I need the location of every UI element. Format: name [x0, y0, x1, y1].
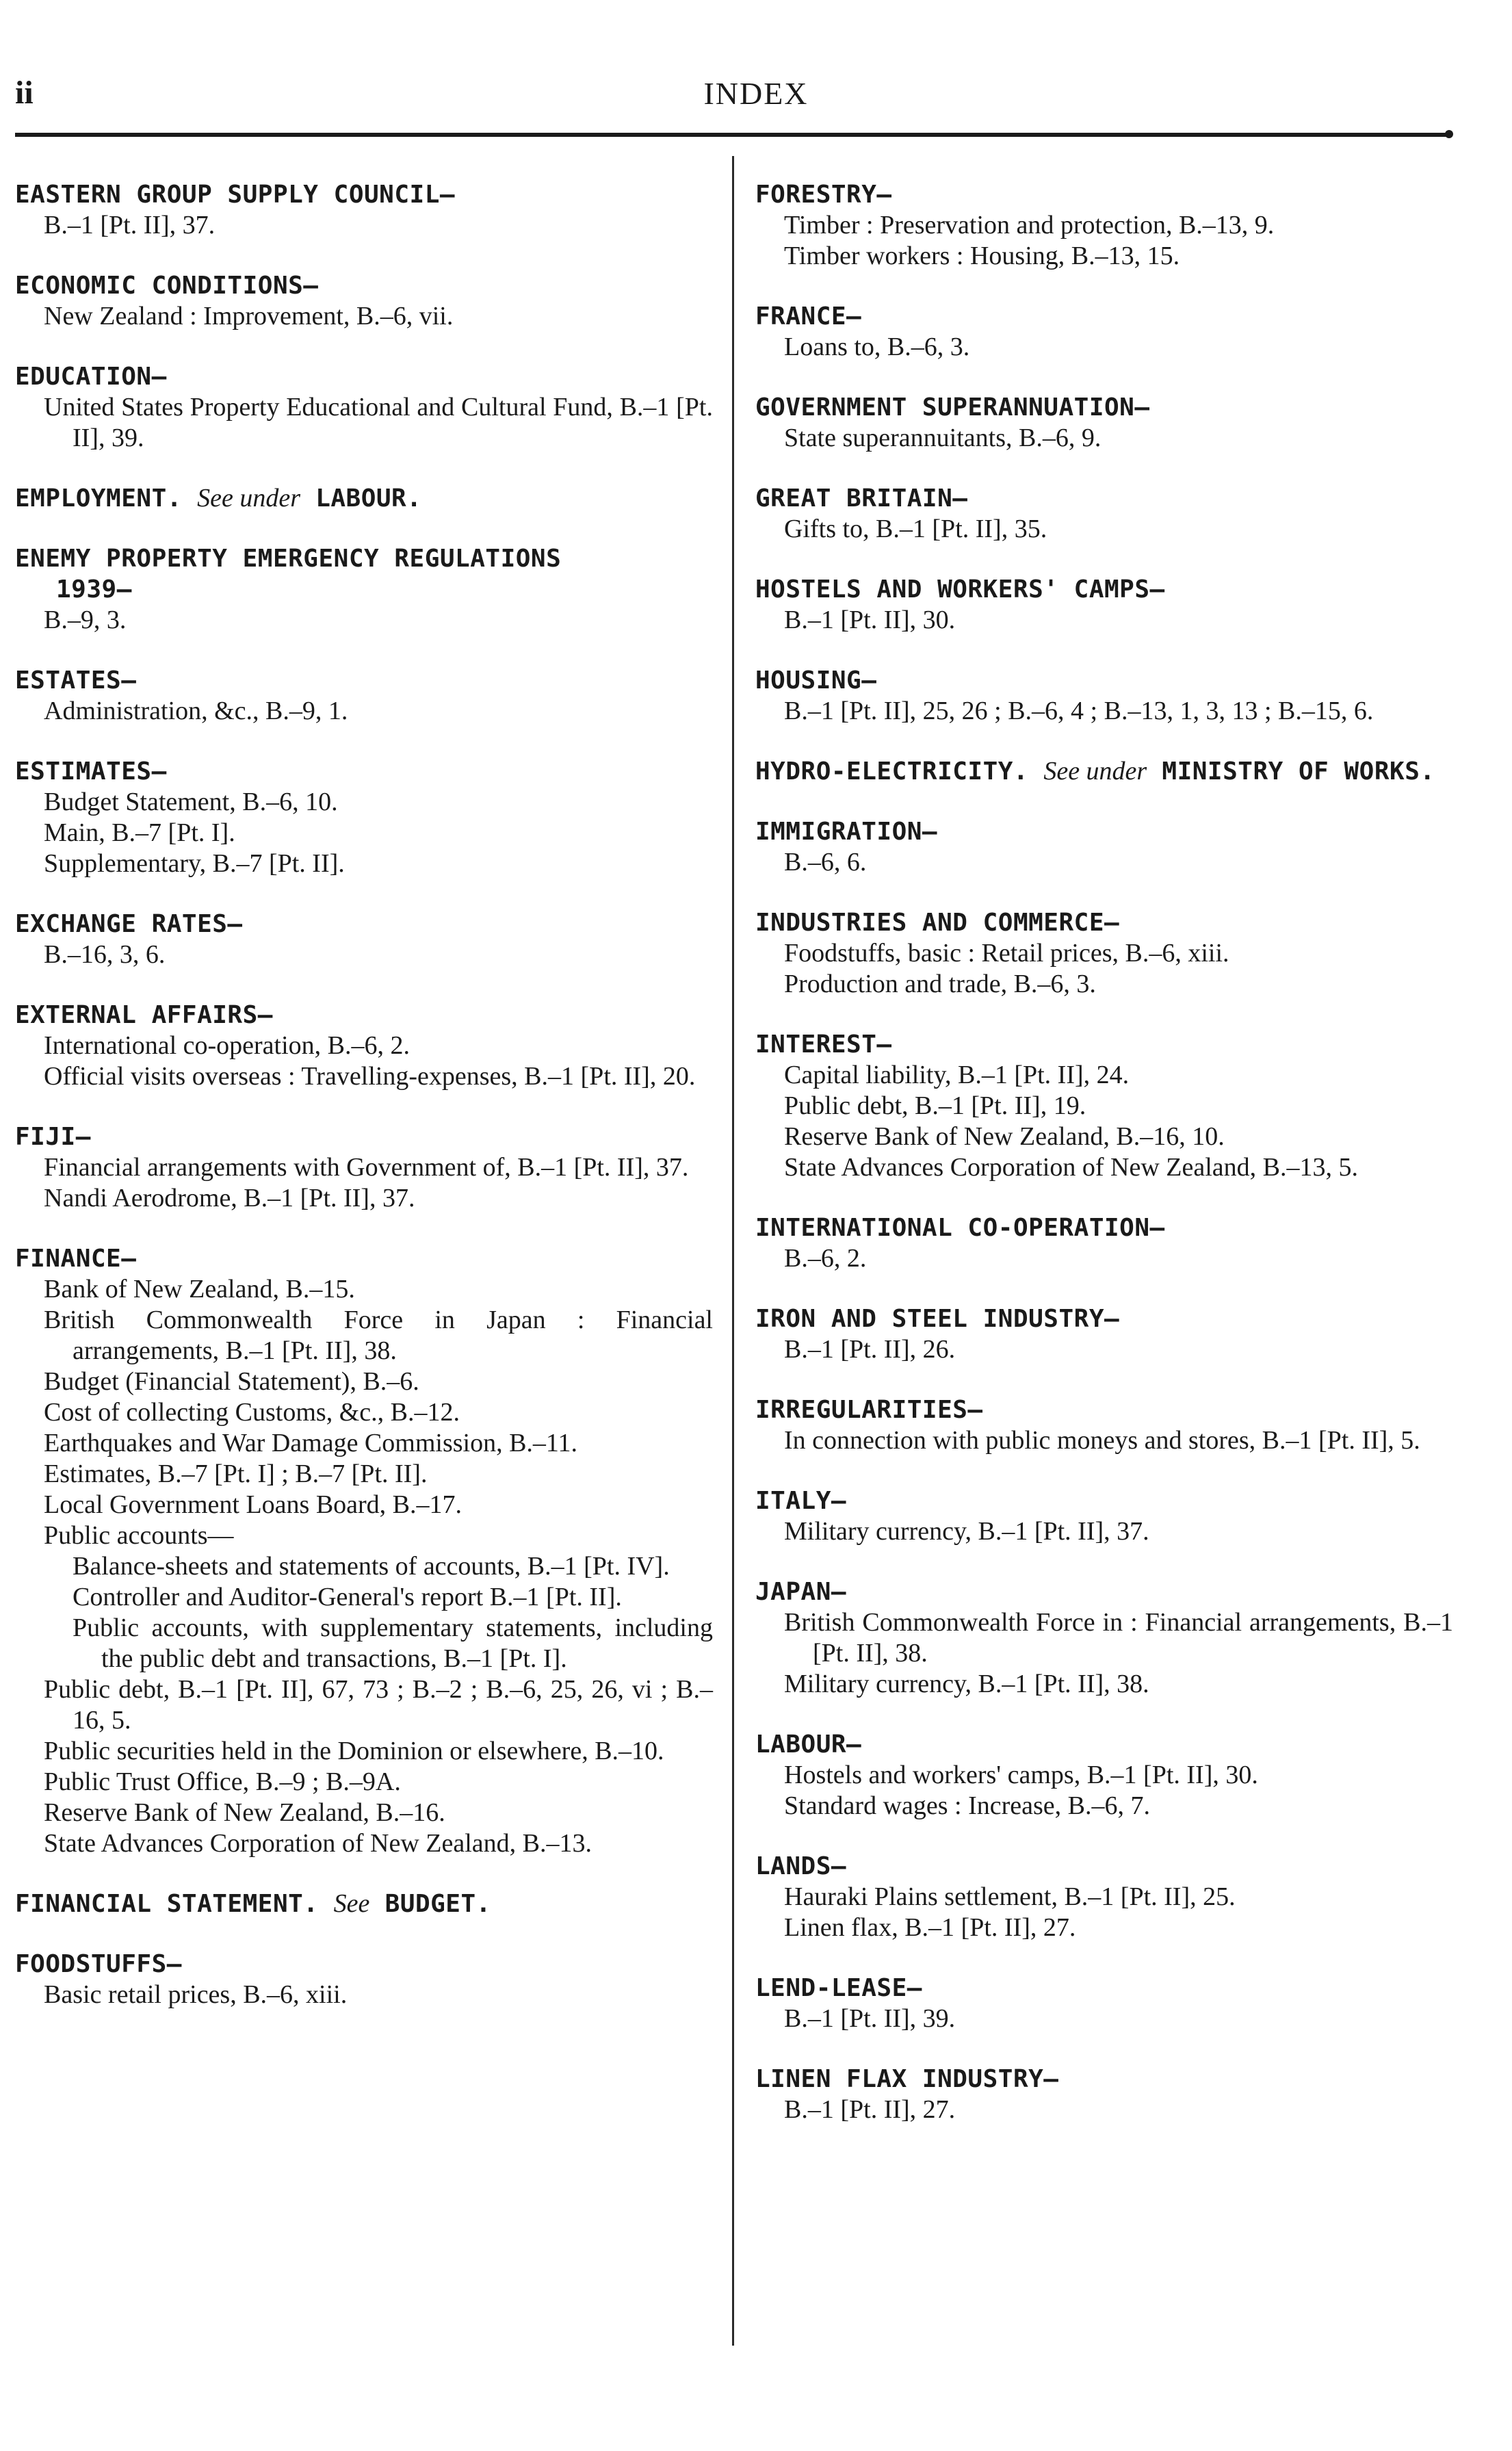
index-entry	[755, 756, 1453, 787]
index-entry	[15, 270, 713, 332]
index-entry	[15, 1121, 713, 1214]
index-entry	[755, 301, 1453, 363]
entry-heading-text: EXCHANGE RATES—	[15, 910, 243, 938]
entry-heading-text: INDUSTRIES AND COMMERCE—	[755, 909, 1120, 937]
see-reference-target: MINISTRY OF WORKS.	[1162, 757, 1435, 786]
entry-heading	[755, 1577, 1453, 1607]
subentry: Earthquakes and War Damage Commission, B.–11.	[44, 1429, 578, 1457]
entry-heading-text: INTEREST—	[755, 1030, 892, 1059]
index-entry	[755, 816, 1453, 878]
subentry: B.–1 [Pt. II], 25, 26 ; B.–6, 4 ; B.–13, 1, 3, 13 ; B.–15, 6.	[784, 697, 1374, 725]
entry-heading-text: IRON AND STEEL INDUSTRY—	[755, 1305, 1120, 1333]
entry-heading	[755, 1304, 1453, 1334]
header-rule-end	[1445, 130, 1453, 138]
entry-heading-text: IRREGULARITIES—	[755, 1396, 983, 1424]
index-entry	[15, 361, 713, 454]
entry-heading	[755, 907, 1453, 938]
entry-heading	[15, 665, 713, 696]
entry-heading-text: GREAT BRITAIN—	[755, 484, 968, 513]
index-entry	[15, 756, 713, 879]
entry-heading-text: EASTERN GROUP SUPPLY COUNCIL—	[15, 181, 456, 209]
index-entry	[755, 665, 1453, 727]
see-reference-target: BUDGET.	[384, 1890, 491, 1918]
entry-heading-text: LABOUR—	[755, 1730, 862, 1759]
entry-heading-text: HOSTELS AND WORKERS' CAMPS—	[755, 575, 1165, 604]
column-divider	[732, 156, 734, 2346]
entry-heading	[15, 361, 713, 392]
subentry: Official visits overseas : Travelling-expenses, B.–1 [Pt. II], 20.	[44, 1062, 696, 1091]
entry-heading-text: FIJI—	[15, 1123, 91, 1151]
index-column-right	[755, 179, 1453, 2155]
index-entry	[15, 1949, 713, 2010]
subentry: Public securities held in the Dominion or elsewhere, B.–10.	[44, 1737, 664, 1765]
index-entry	[755, 1973, 1453, 2034]
entry-heading-text: FOODSTUFFS—	[15, 1950, 182, 1978]
index-entry	[15, 179, 713, 241]
subentry: Timber : Preservation and protection, B.–13, 9.	[784, 211, 1275, 239]
index-entry	[15, 909, 713, 970]
subentry: Timber workers : Housing, B.–13, 15.	[784, 242, 1180, 270]
subentry: Public debt, B.–1 [Pt. II], 19.	[784, 1091, 1086, 1120]
entry-heading-text: LEND-LEASE—	[755, 1974, 922, 2002]
index-entry	[15, 483, 713, 514]
entry-heading	[755, 1729, 1453, 1760]
subentry: Military currency, B.–1 [Pt. II], 38.	[784, 1670, 1149, 1698]
entry-heading-text: FORESTRY—	[755, 181, 892, 209]
entry-heading-text: LINEN FLAX INDUSTRY—	[755, 2065, 1059, 2093]
nested-subentry: Controller and Auditor-General's report B.–1 [Pt. II].	[73, 1583, 622, 1611]
entry-heading-text: JAPAN—	[755, 1578, 847, 1606]
entry-heading-text: ITALY—	[755, 1487, 847, 1515]
subentry: Public accounts—	[44, 1521, 234, 1550]
index-entry	[755, 907, 1453, 1000]
subentry: B.–1 [Pt. II], 26.	[784, 1335, 956, 1364]
entry-heading-text: FRANCE—	[755, 302, 862, 330]
index-column-left	[15, 179, 713, 2040]
subentry: B.–1 [Pt. II], 39.	[784, 2004, 956, 2033]
entry-heading-text: GOVERNMENT SUPERANNUATION—	[755, 393, 1150, 422]
entry-heading	[15, 1889, 713, 1919]
entry-heading	[15, 1121, 713, 1152]
entry-heading	[755, 179, 1453, 210]
entry-heading-text: LANDS—	[755, 1852, 847, 1880]
entry-heading	[755, 1212, 1453, 1243]
entry-heading	[15, 1243, 713, 1274]
subentry: British Commonwealth Force in Japan : Financial arrangements, B.–1 [Pt. II], 38.	[44, 1306, 713, 1365]
subentry: Reserve Bank of New Zealand, B.–16, 10.	[784, 1122, 1225, 1151]
entry-heading-text: HYDRO-ELECTRICITY.	[755, 757, 1029, 786]
entry-heading-text: EXTERNAL AFFAIRS—	[15, 1001, 273, 1029]
subentry: Public debt, B.–1 [Pt. II], 67, 73 ; B.–2 ; B.–6, 25, 26, vi ; B.–16, 5.	[44, 1675, 713, 1735]
subentry: Loans to, B.–6, 3.	[784, 333, 970, 361]
index-entry	[755, 392, 1453, 454]
see-reference-target: LABOUR.	[315, 484, 422, 513]
entry-heading-text: EMPLOYMENT.	[15, 484, 182, 513]
page-number: ii	[15, 75, 34, 111]
index-entry	[755, 1029, 1453, 1183]
subentry: Main, B.–7 [Pt. I].	[44, 818, 235, 847]
index-entry	[755, 2064, 1453, 2125]
entry-heading	[15, 483, 713, 514]
entry-heading	[755, 574, 1453, 605]
subentry: State Advances Corporation of New Zealand, B.–13, 5.	[784, 1153, 1358, 1182]
index-entry	[15, 1889, 713, 1919]
subentry: Production and trade, B.–6, 3.	[784, 970, 1096, 998]
subentry: Supplementary, B.–7 [Pt. II].	[44, 849, 345, 878]
index-entry	[755, 1486, 1453, 1547]
index-entry	[755, 1304, 1453, 1365]
entry-heading	[15, 179, 713, 210]
subentry: New Zealand : Improvement, B.–6, vii.	[44, 302, 454, 330]
subentry: Public Trust Office, B.–9 ; B.–9A.	[44, 1767, 401, 1796]
subentry: B.–1 [Pt. II], 27.	[784, 2095, 956, 2124]
subentry: Military currency, B.–1 [Pt. II], 37.	[784, 1517, 1149, 1546]
subentry: British Commonwealth Force in : Financial arrangements, B.–1 [Pt. II], 38.	[784, 1608, 1453, 1668]
see-reference-label: See under	[197, 484, 300, 513]
entry-heading	[755, 665, 1453, 696]
entry-heading-text: ECONOMIC CONDITIONS—	[15, 272, 319, 300]
entry-heading	[755, 1029, 1453, 1060]
entry-heading	[15, 543, 713, 574]
subentry: B.–1 [Pt. II], 30.	[784, 606, 956, 634]
entry-heading	[755, 1486, 1453, 1516]
subentry: Budget (Financial Statement), B.–6.	[44, 1367, 419, 1396]
subentry: B.–16, 3, 6.	[44, 940, 166, 969]
entry-heading-text: ESTIMATES—	[15, 757, 167, 786]
index-entry	[755, 1577, 1453, 1700]
index-entry	[755, 179, 1453, 272]
subentry: Capital liability, B.–1 [Pt. II], 24.	[784, 1061, 1130, 1089]
entry-heading	[15, 909, 713, 939]
entry-heading	[755, 301, 1453, 332]
subentry: B.–1 [Pt. II], 37.	[44, 211, 216, 239]
subentry: Gifts to, B.–1 [Pt. II], 35.	[784, 515, 1047, 543]
entry-heading	[755, 483, 1453, 514]
subentry: Hauraki Plains settlement, B.–1 [Pt. II], 25.	[784, 1882, 1236, 1911]
subentry: Bank of New Zealand, B.–15.	[44, 1275, 355, 1304]
subentry: Cost of collecting Customs, &c., B.–12.	[44, 1398, 460, 1427]
subentry: Budget Statement, B.–6, 10.	[44, 788, 338, 816]
entry-heading	[755, 756, 1453, 787]
entry-heading	[755, 816, 1453, 847]
subentry: Reserve Bank of New Zealand, B.–16.	[44, 1798, 445, 1827]
index-entry	[15, 1000, 713, 1092]
entry-heading-text: EDUCATION—	[15, 363, 167, 391]
index-entry	[755, 1212, 1453, 1274]
see-reference-label: See	[333, 1889, 370, 1918]
nested-subentry: Public accounts, with supplementary statements, including the public debt and transactions, B.–1 [Pt. I].	[73, 1613, 713, 1673]
entry-heading	[755, 2064, 1453, 2095]
entry-heading	[15, 1949, 713, 1980]
subentry: International co-operation, B.–6, 2.	[44, 1031, 410, 1060]
index-entry	[755, 574, 1453, 636]
entry-heading	[755, 1395, 1453, 1425]
subentry: Foodstuffs, basic : Retail prices, B.–6, xiii.	[784, 939, 1229, 968]
subentry: State superannuitants, B.–6, 9.	[784, 424, 1102, 452]
index-entry	[15, 1243, 713, 1859]
running-title: INDEX	[703, 76, 809, 111]
entry-heading-text: FINANCE—	[15, 1245, 137, 1273]
entry-heading	[15, 756, 713, 787]
index-entry	[755, 1729, 1453, 1821]
entry-heading-text: ESTATES—	[15, 666, 137, 695]
subentry: State Advances Corporation of New Zealand, B.–13.	[44, 1829, 592, 1858]
entry-heading-text: IMMIGRATION—	[755, 818, 938, 846]
subentry: United States Property Educational and Cultural Fund, B.–1 [Pt. II], 39.	[44, 393, 713, 452]
subentry: Standard wages : Increase, B.–6, 7.	[784, 1791, 1151, 1820]
entry-heading	[15, 1000, 713, 1030]
entry-heading	[755, 1851, 1453, 1882]
entry-heading	[755, 1973, 1453, 2003]
entry-heading-text: ENEMY PROPERTY EMERGENCY REGULATIONS	[15, 545, 562, 573]
entry-heading	[755, 392, 1453, 423]
subentry: Basic retail prices, B.–6, xiii.	[44, 1980, 348, 2009]
entry-heading-text: FINANCIAL STATEMENT.	[15, 1890, 319, 1918]
index-entry	[15, 543, 713, 636]
see-reference-label: See under	[1043, 757, 1147, 786]
subentry: B.–9, 3.	[44, 606, 127, 634]
index-entry	[15, 665, 713, 727]
index-entry	[755, 1851, 1453, 1943]
subentry: Financial arrangements with Government of, B.–1 [Pt. II], 37.	[44, 1153, 689, 1182]
subentry: Local Government Loans Board, B.–17.	[44, 1490, 462, 1519]
entry-heading	[15, 270, 713, 301]
entry-heading-continuation: 1939—	[56, 575, 132, 604]
entry-heading-text: INTERNATIONAL CO-OPERATION—	[755, 1214, 1165, 1242]
nested-subentry: Balance-sheets and statements of accounts, B.–1 [Pt. IV].	[73, 1552, 670, 1581]
subentry: Administration, &c., B.–9, 1.	[44, 697, 348, 725]
subentry: B.–6, 2.	[784, 1244, 867, 1273]
entry-heading-text: HOUSING—	[755, 666, 877, 695]
subentry: Hostels and workers' camps, B.–1 [Pt. II], 30.	[784, 1761, 1258, 1789]
subentry: Estimates, B.–7 [Pt. I] ; B.–7 [Pt. II].	[44, 1460, 428, 1488]
subentry: In connection with public moneys and stores, B.–1 [Pt. II], 5.	[784, 1426, 1420, 1455]
subentry: Linen flax, B.–1 [Pt. II], 27.	[784, 1913, 1076, 1942]
index-entry	[755, 1395, 1453, 1456]
header-rule	[15, 133, 1449, 137]
index-entry	[755, 483, 1453, 545]
subentry: B.–6, 6.	[784, 848, 867, 877]
subentry: Nandi Aerodrome, B.–1 [Pt. II], 37.	[44, 1184, 415, 1212]
